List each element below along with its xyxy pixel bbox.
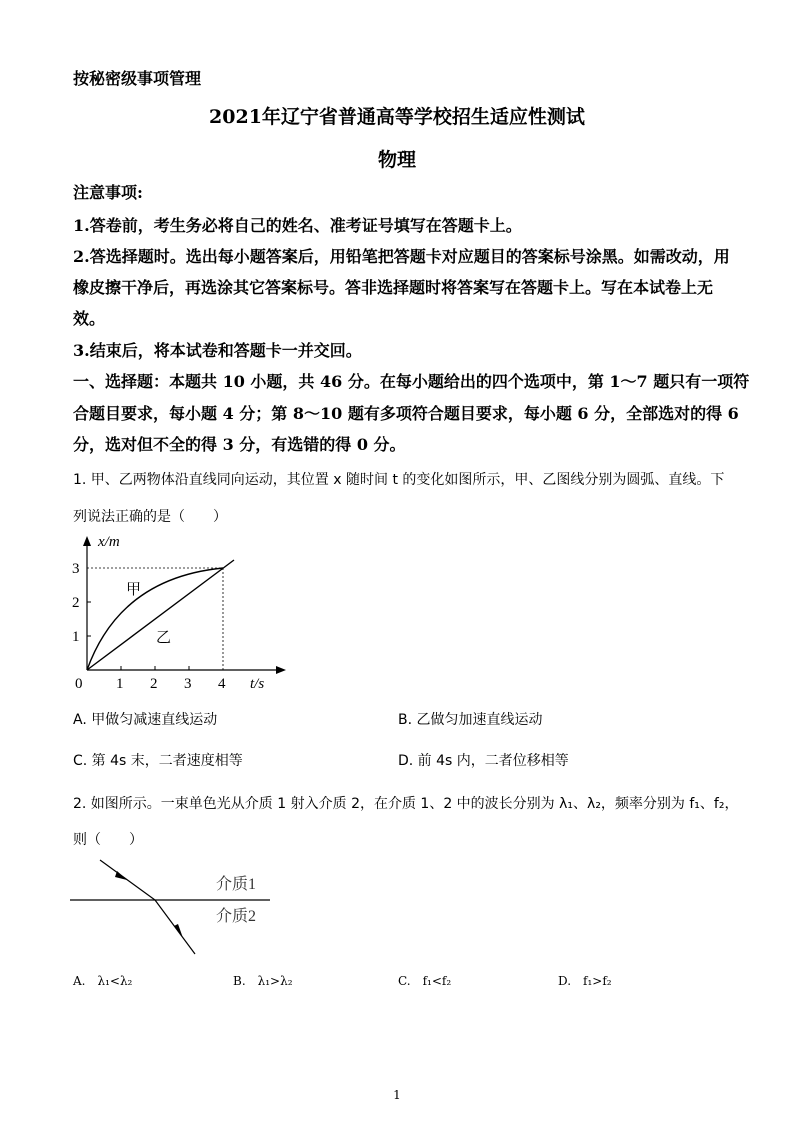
x-tick-label-3: 3 — [72, 561, 80, 577]
exam-subject: 物理 — [377, 149, 416, 171]
t-axis-arrow — [276, 666, 286, 674]
q1-position-time-graph — [60, 528, 290, 698]
t-tick-label-4: 4 — [218, 676, 226, 692]
q1-option-b: B. 乙做匀加速直线运动 — [398, 712, 543, 728]
note-item-2-line-1: 2.答选择题时。选出每小题答案后，用铅笔把答题卡对应题目的答案标号涂黑。如需改动，用 — [73, 247, 730, 266]
note-item-2-line-3: 效。 — [73, 309, 106, 328]
q2-option-a: A. λ₁<λ₂ — [73, 974, 133, 988]
x-tick-label-1: 1 — [72, 629, 80, 645]
q1-option-d: D. 前 4s 内，二者位移相等 — [398, 753, 569, 769]
exam-title: 2021年辽宁省普通高等学校招生适应性测试 — [209, 106, 585, 128]
t-tick-label-2: 2 — [150, 676, 158, 692]
refracted-arrow — [174, 924, 183, 938]
y-axis-label: x/m — [98, 534, 120, 550]
line-yi — [87, 560, 234, 670]
medium1-label: 介质1 — [216, 876, 257, 893]
x-axis-label: t/s — [250, 676, 265, 692]
note-item-2-line-2: 橡皮擦干净后，再选涂其它答案标号。答非选择题时将答案写在答题卡上。写在本试卷上无 — [73, 278, 714, 297]
q2-option-b: B. λ₁>λ₂ — [233, 974, 293, 988]
q1-option-c: C. 第 4s 末，二者速度相等 — [73, 753, 243, 769]
q2-refraction-figure — [70, 855, 280, 960]
page-number: 1 — [393, 1088, 401, 1102]
incident-ray — [100, 860, 155, 900]
x-tick-label-2: 2 — [72, 595, 80, 611]
section1-line-3: 分，选对但不全的得 3 分，有选错的得 0 分。 — [73, 435, 406, 454]
q1-stem-line-1: 1. 甲、乙两物体沿直线同向运动，其位置 x 随时间 t 的变化如图所示，甲、乙图线分别为圆弧、直线。下 — [73, 472, 725, 488]
note-item-1: 1.答卷前，考生务必将自己的姓名、准考证号填写在答题卡上。 — [73, 216, 522, 235]
q1-stem-line-2: 列说法正确的是（ ） — [73, 509, 227, 525]
q2-option-c: C. f₁<f₂ — [398, 974, 452, 988]
q2-stem-line-1: 2. 如图所示。一束单色光从介质 1 射入介质 2，在介质 1、2 中的波长分别为 λ₁、λ₂，频率分别为 f₁、f₂， — [73, 796, 739, 812]
curve-jia-label: 甲 — [126, 582, 142, 598]
t-tick-label-1: 1 — [116, 676, 124, 692]
note-item-3: 3.结束后，将本试卷和答题卡一并交回。 — [73, 341, 362, 360]
confidential-label: 按秘密级事项管理 — [73, 69, 202, 88]
q2-option-d: D. f₁>f₂ — [558, 974, 612, 988]
origin-label: 0 — [75, 676, 83, 692]
q2-stem-line-2: 则（ ） — [73, 832, 143, 848]
line-yi-label: 乙 — [156, 630, 172, 646]
section1-line-2: 合题目要求，每小题 4 分；第 8～10 题有多项符合题目要求，每小题 6 分，全部选对的得 6 — [73, 404, 739, 423]
notes-heading: 注意事项: — [73, 183, 143, 202]
incident-arrow — [115, 871, 127, 880]
t-tick-label-3: 3 — [184, 676, 192, 692]
section1-line-1: 一、选择题：本题共 10 小题，共 46 分。在每小题给出的四个选项中，第 1～7 题只有一项符 — [73, 372, 750, 391]
q1-option-a: A. 甲做匀减速直线运动 — [73, 712, 218, 728]
medium2-label: 介质2 — [216, 908, 257, 925]
x-axis-arrow — [83, 536, 91, 546]
